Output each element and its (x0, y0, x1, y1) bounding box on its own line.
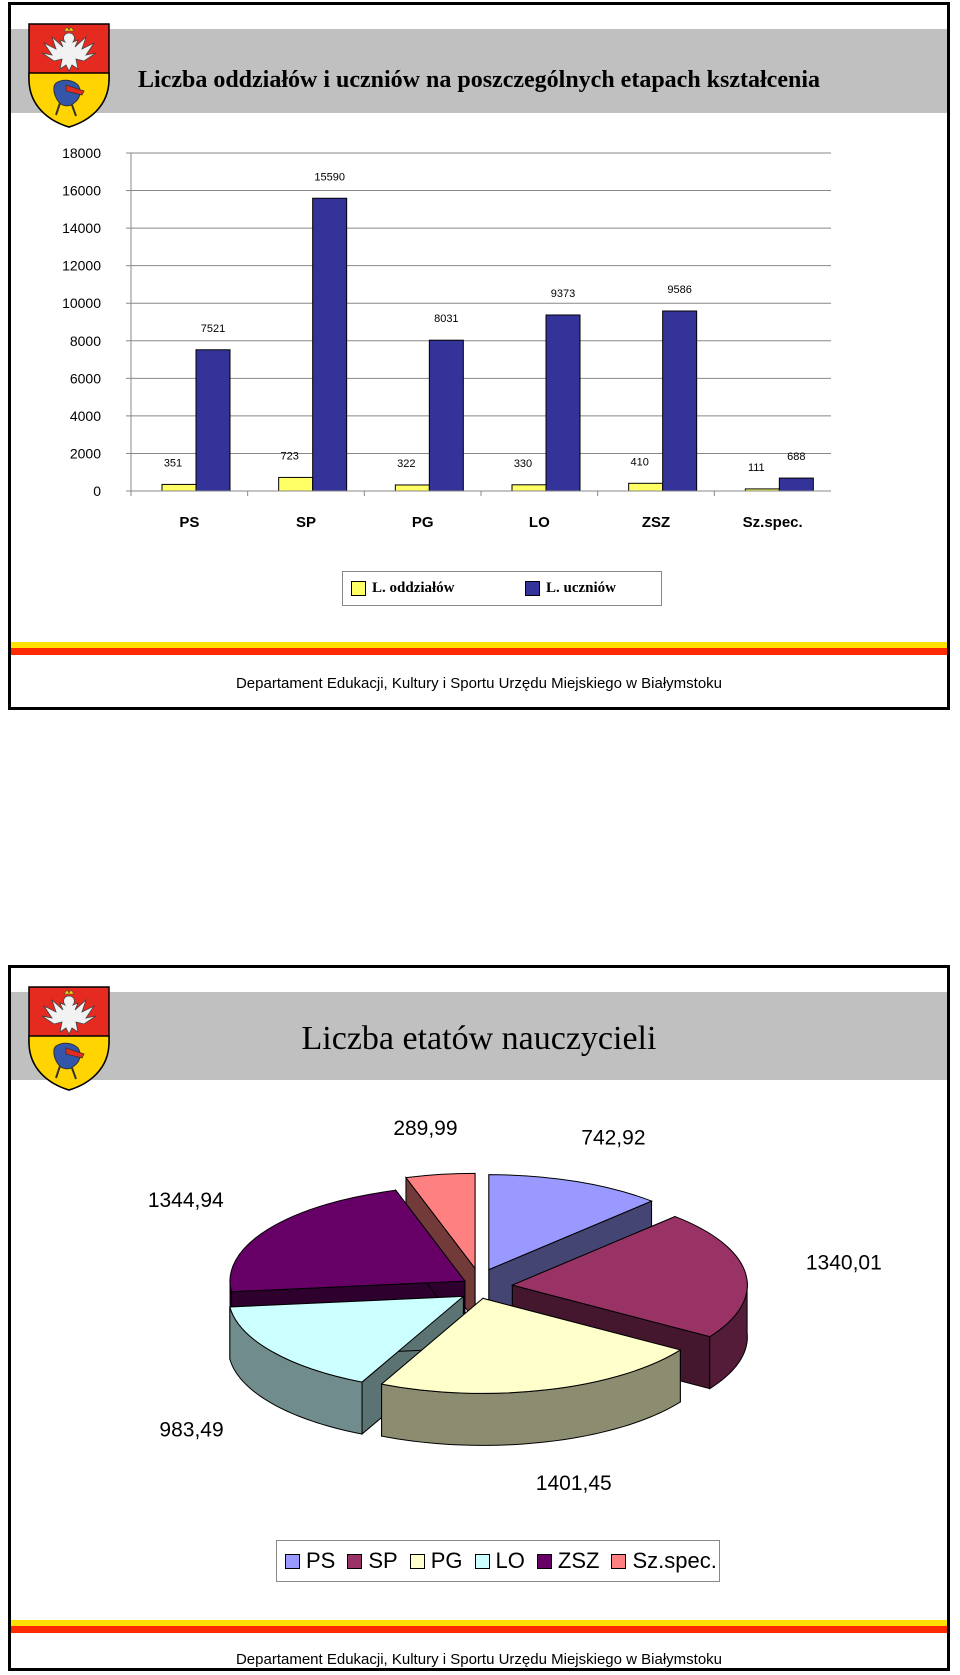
legend-swatch (410, 1554, 425, 1569)
data-label: 351 (163, 457, 183, 470)
legend-swatch (525, 581, 540, 596)
data-label: 9373 (550, 287, 576, 300)
legend-item (347, 1548, 397, 1574)
data-label: 1344,94 (147, 1189, 224, 1213)
legend-item (611, 1548, 716, 1574)
legend-label: LO (495, 1548, 525, 1573)
y-tick-label: 2000 (69, 445, 101, 462)
bar (196, 350, 230, 491)
legend-item (537, 1548, 600, 1574)
data-label: 111 (747, 461, 765, 474)
y-tick-label: 18000 (62, 145, 101, 161)
data-label: 322 (397, 457, 416, 470)
legend-swatch (285, 1554, 300, 1569)
legend-item (285, 1548, 335, 1574)
bar (313, 198, 347, 491)
legend-item (410, 1548, 463, 1574)
data-label: 410 (630, 456, 649, 469)
bar (429, 340, 463, 491)
legend-swatch (537, 1554, 552, 1569)
legend-label: PS (306, 1548, 336, 1573)
legend-item-uczniowie (525, 580, 616, 597)
data-label: 330 (513, 457, 533, 470)
x-tick-label: PG (411, 514, 434, 531)
x-tick-label: Sz.spec. (742, 514, 803, 531)
x-tick-label: LO (528, 514, 550, 531)
bar (512, 485, 546, 491)
legend-item (475, 1548, 525, 1574)
slide-bar-chart (8, 2, 950, 710)
y-tick-label: 10000 (62, 295, 101, 312)
y-tick-label: 14000 (62, 220, 101, 237)
legend-swatch (351, 581, 366, 596)
chart-legend (276, 1540, 720, 1582)
bar-chart (11, 135, 947, 555)
bar (546, 315, 580, 491)
bar (162, 484, 196, 491)
legend-label: L. uczniów (546, 580, 617, 596)
slide-pie-chart (8, 965, 950, 1671)
legend-label: L. oddziałów (372, 580, 455, 596)
footer-stripes (11, 1620, 947, 1633)
legend-items (285, 1548, 717, 1574)
data-label: 742,92 (581, 1126, 646, 1150)
legend-label: SP (368, 1548, 398, 1573)
y-tick-label: 12000 (62, 257, 101, 274)
footer-text: Departament Edukacji, Kultury i Sportu Urzędu Miejskiego w Białymstoku (235, 1651, 723, 1668)
bar (395, 485, 429, 491)
chart-legend (342, 571, 662, 606)
data-label: 8031 (434, 313, 459, 326)
footer-text: Departament Edukacji, Kultury i Sportu Urzędu Miejskiego w Białymstoku (235, 675, 723, 692)
data-label: 15590 (314, 171, 345, 184)
y-tick-label: 16000 (62, 182, 101, 199)
y-tick-label: 8000 (69, 332, 101, 349)
y-tick-label: 0 (93, 483, 101, 499)
legend-label: Sz.spec. (632, 1548, 717, 1573)
data-label: 9586 (667, 283, 692, 296)
data-label: 289,99 (393, 1117, 458, 1141)
legend-swatch (347, 1554, 362, 1569)
x-tick-label: PS (179, 514, 200, 531)
y-tick-label: 6000 (69, 370, 101, 387)
legend-swatch (475, 1554, 490, 1569)
data-label: 688 (787, 451, 806, 464)
data-label: 723 (280, 450, 299, 463)
legend-swatch (611, 1554, 626, 1569)
legend-item-oddzialy (351, 580, 455, 597)
bar (663, 311, 697, 491)
x-tick-label: SP (295, 514, 317, 531)
footer-stripes (11, 642, 947, 655)
data-label: 1340,01 (805, 1251, 882, 1275)
bar (779, 478, 813, 491)
legend-label: PG (430, 1548, 463, 1573)
bar (629, 483, 663, 491)
x-tick-label: ZSZ (641, 514, 671, 531)
y-tick-label: 4000 (69, 407, 101, 424)
data-label: 983,49 (159, 1418, 224, 1442)
bar (279, 477, 313, 491)
legend-label: ZSZ (557, 1548, 600, 1573)
slide-title: Liczba oddziałów i uczniów na poszczególnych etapach kształcenia (138, 67, 820, 93)
data-label: 7521 (200, 322, 226, 335)
pie-chart (11, 1088, 947, 1508)
slide-title: Liczba etatów nauczycieli (301, 1020, 657, 1057)
data-label: 1401,45 (535, 1472, 612, 1496)
